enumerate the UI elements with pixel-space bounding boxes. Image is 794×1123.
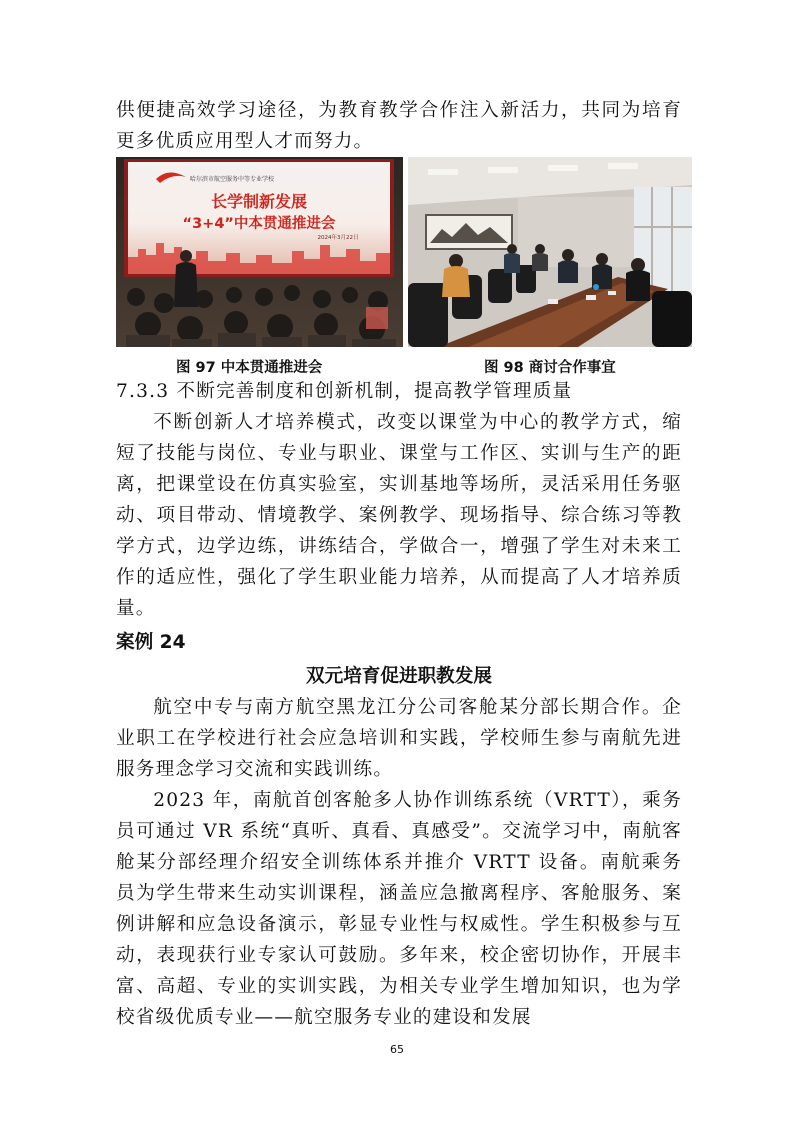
section-paragraph: 不断创新人才培养模式，改变以课堂为中心的教学方式，缩短了技能与岗位、专业与职业、课堂与工作区、实训与生产的距离，把课堂设在仿真实验室，实训基地等场所，灵活采用任务驱动、项目带动、情境教学、案例教学、现场指导、综合练习等教学方式，边学边练，讲练结合，学做合一，增强了学生对未来工作的适应性，强化了学生职业能力培养，从而提高了人才培养质量。: [116, 412, 682, 619]
section-heading: 7.3.3 不断完善制度和创新机制，提高教学管理质量: [116, 381, 573, 402]
case-paragraph-2: 2023 年，南航首创客舱多人协作训练系统（VRTT），乘务员可通过 VR 系统“真听、真看、真感受”。交流学习中，南航客舱某分部经理介绍安全训练体系并推介 VRTT 设备。南航乘务员为学生带来生动实训课程，涵盖应急撤离程序、客舱服务、案例讲解和应急设备演示，彰显专业性与权威性。学生积极参与互动，表现获行业专家认可鼓励。多年来，校企密切协作，开展丰富、高超、专业的实训实践，为相关专业学生增加知识，也为学校省级优质专业——航空服务专业的建设和发展: [116, 790, 682, 1028]
figure-98-photo: [408, 157, 692, 347]
screen-title-line2: “3+4”中本贯通推进会: [182, 216, 336, 232]
figure-97-photo: [116, 157, 403, 347]
case-label: 案例 24: [116, 632, 186, 653]
figure-97-caption: 图 97 中本贯通推进会: [176, 360, 323, 376]
screen-date: 2024年3月22日: [317, 235, 359, 241]
page-number: 65: [390, 1043, 404, 1056]
case-paragraph-1: 航空中专与南方航空黑龙江分公司客舱某分部长期合作。企业职工在学校进行社会应急培训和实践，学校师生参与南航先进服务理念学习交流和实践训练。: [116, 697, 682, 780]
section-block: [116, 376, 682, 1033]
conference-photo: [116, 157, 403, 347]
screen-small-text: 哈尔滨市航空服务中等专业学校: [190, 176, 275, 183]
screen-title-line1: 长学制新发展: [210, 192, 308, 211]
figure-98-caption: 图 98 商讨合作事宜: [484, 360, 616, 376]
case-title: 双元培育促进职教发展: [306, 666, 492, 687]
meeting-room-photo: [408, 157, 692, 347]
intro-text: [116, 95, 682, 157]
intro-paragraph: 供便捷高效学习途径，为教育教学合作注入新活力，共同为培育更多优质应用型人才而努力。: [116, 100, 682, 152]
